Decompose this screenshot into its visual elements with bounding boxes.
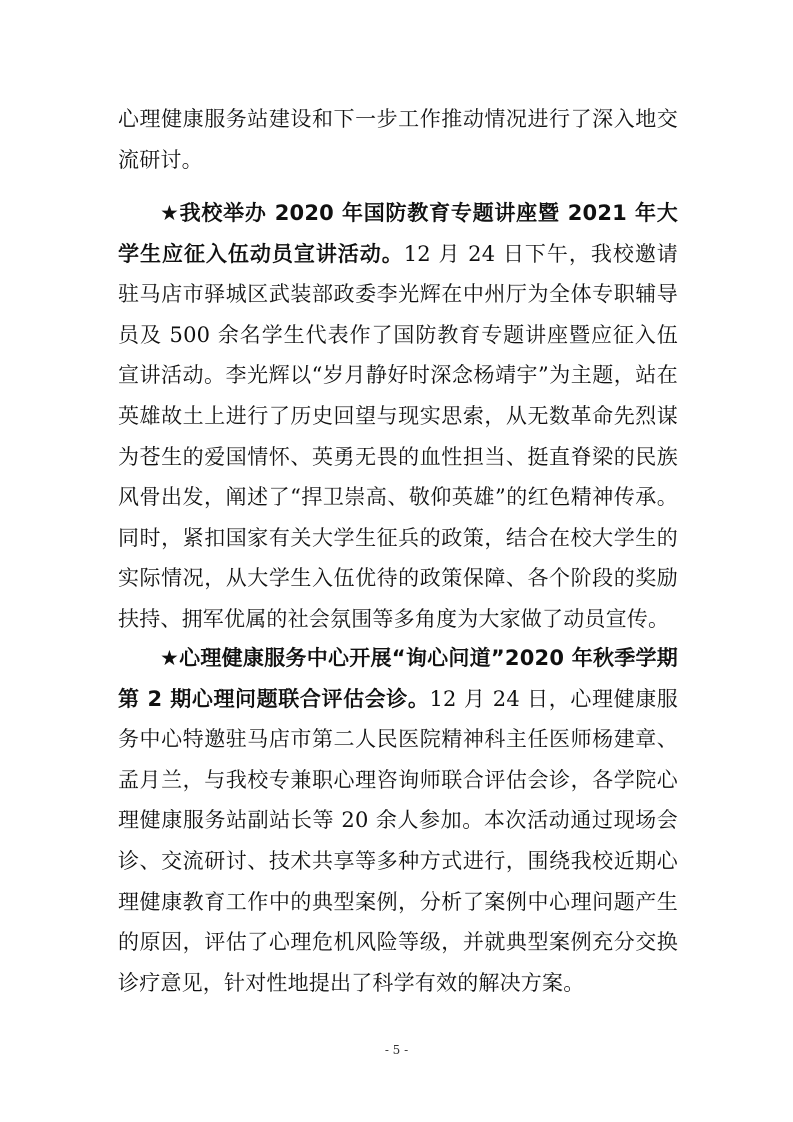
paragraph-heading: ★心理健康服务中心开展“询心问道”2020 年秋季学期第 2 期心理问题联合评估会诊。 (118, 646, 678, 711)
paragraph-body: 12 月 24 日，心理健康服务中心特邀驻马店市第二人民医院精神科主任医师杨建章、孟月兰，与我校专兼职心理咨询师联合评估会诊，各学院心理健康服务站副站长等 20 余人参加。本次活动通过现场会诊、交流研讨、技术共享等多种方式进行，围绕我校近期心理健康教育工作中的典型案例，分析了案例中心理问题产生的原因，评估了心理危机风险等级，并就典型案例充分交换诊疗意见，针对性地提出了科学有效的解决方案。 (118, 686, 679, 995)
paragraph-national-defense (118, 193, 678, 640)
page-number: - 5 - (384, 1043, 409, 1057)
paragraph-text: 心理健康服务站建设和下一步工作推动情况进行了深入地交流研讨。 (118, 107, 678, 172)
paragraph-mental-health (118, 638, 678, 1003)
paragraph-heading: ★我校举办 2020 年国防教育专题讲座暨 2021 年大学生应征入伍动员宣讲活动。 (118, 201, 678, 266)
paragraph-body: 12 月 24 日下午，我校邀请驻马店市驿城区武装部政委李光辉在中州厅为全体专职辅导员及 500 余名学生代表作了国防教育专题讲座暨应征入伍宣讲活动。李光辉以“岁月静好时深念杨靖宇”为主题，站在英雄故土上进行了历史回望与现实思索，从无数革命先烈谋为苍生的爱国情怀、英勇无畏的血性担当、挺直脊梁的民族风骨出发，阐述了“捍卫崇高、敬仰英雄”的红色精神传承。同时，紧扣国家有关大学生征兵的政策，结合在校大学生的实际情况，从大学生入伍优待的政策保障、各个阶段的奖励扶持、拥军优属的社会氛围等多角度为大家做了动员宣传。 (118, 241, 678, 631)
paragraph-continued (118, 99, 678, 180)
